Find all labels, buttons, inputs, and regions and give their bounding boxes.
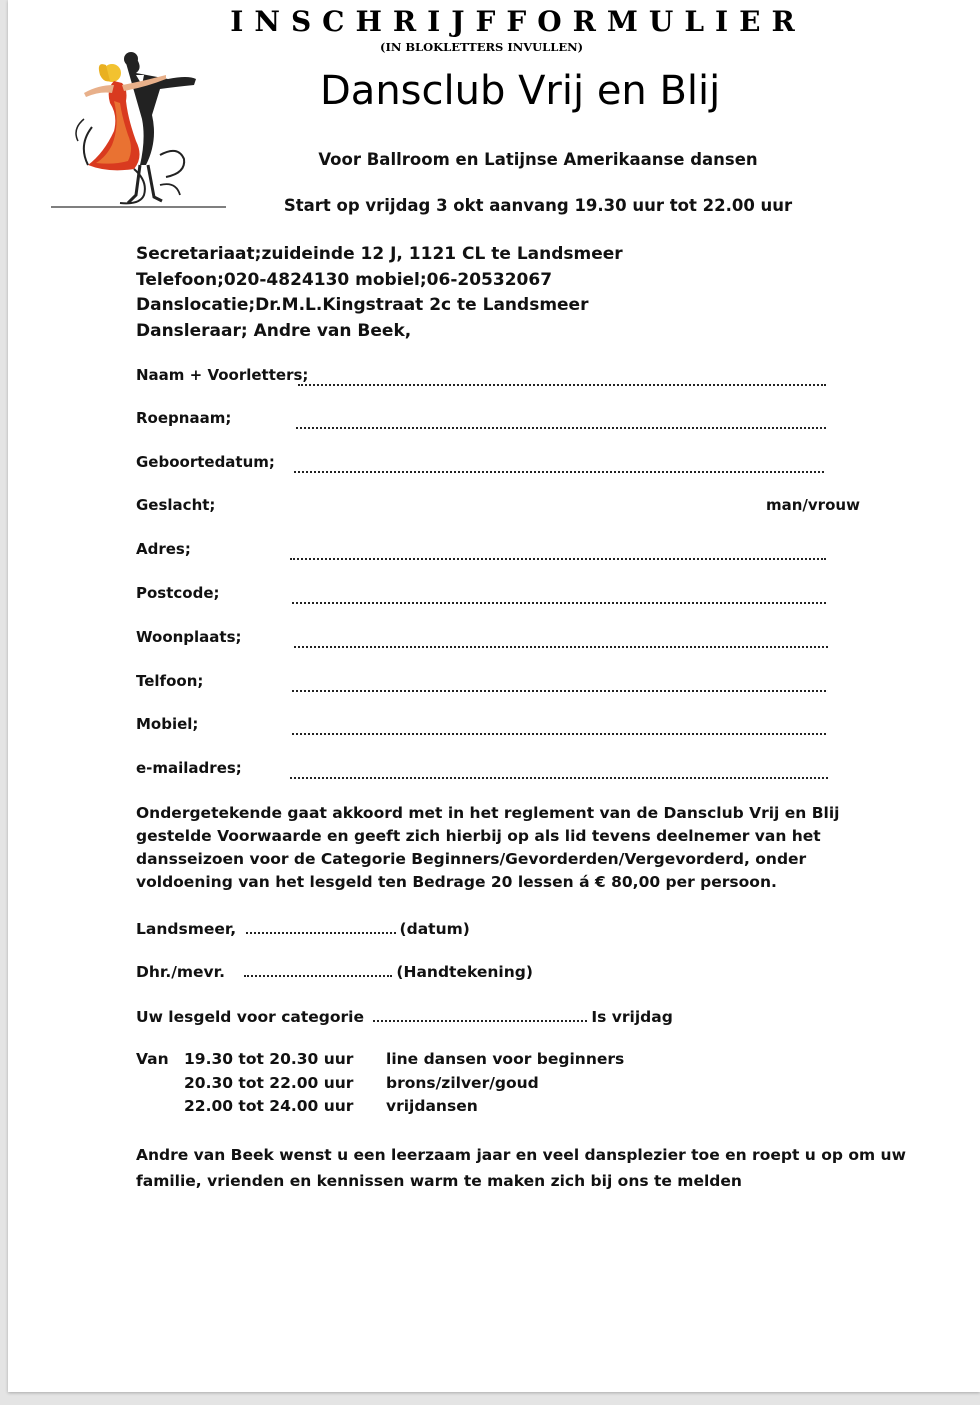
field-label: e-mailadres; — [136, 759, 242, 777]
fill-line[interactable] — [292, 672, 826, 692]
date-hint: (datum) — [399, 920, 470, 938]
person-label: Dhr./mevr. — [136, 963, 225, 981]
fill-line[interactable] — [298, 366, 826, 386]
start-info: Start op vrijdag 3 okt aanvang 19.30 uur tot 22.00 uur — [283, 196, 793, 215]
form-page — [8, 0, 980, 1392]
info-teacher: Dansleraar; Andre van Beek, — [136, 320, 412, 341]
field-geboortedatum[interactable] — [136, 453, 856, 475]
info-phone: Telefoon;020-4824130 mobiel;06-20532067 — [136, 269, 553, 290]
club-tagline: Voor Ballroom en Latijnse Amerikaanse dansen — [318, 150, 758, 169]
field-label: Woonplaats; — [136, 628, 242, 646]
field-label: Naam + Voorletters; — [136, 366, 309, 384]
date-fill-line[interactable] — [246, 919, 396, 934]
contact-info — [136, 242, 623, 344]
field-label: Telfoon; — [136, 672, 204, 690]
field-label: Geboortedatum; — [136, 453, 275, 471]
field-label: Adres; — [136, 540, 191, 558]
fill-line[interactable] — [296, 409, 826, 429]
fill-line[interactable] — [294, 628, 828, 648]
field-naam[interactable] — [136, 366, 856, 388]
info-location: Danslocatie;Dr.M.L.Kingstraat 2c te Landsmeer — [136, 295, 589, 315]
schedule-prefix: Van — [136, 1050, 169, 1068]
fill-line[interactable] — [292, 584, 826, 604]
field-postcode[interactable] — [136, 584, 856, 606]
fill-line[interactable] — [294, 453, 824, 473]
field-label: Postcode; — [136, 584, 220, 602]
signature-fill-line[interactable] — [244, 962, 392, 977]
field-label: Mobiel; — [136, 715, 199, 733]
field-email[interactable] — [136, 759, 856, 781]
category-fill-line[interactable] — [373, 1007, 587, 1022]
fee-line — [136, 1007, 673, 1026]
schedule-time: 20.30 tot 22.00 uur — [184, 1073, 354, 1092]
fill-line[interactable] — [292, 715, 826, 735]
gender-option[interactable]: man/vrouw — [766, 496, 860, 514]
field-roepnaam[interactable] — [136, 409, 856, 431]
club-name: Dansclub Vrij en Blij — [320, 68, 721, 114]
schedule-activity: vrijdansen — [386, 1097, 478, 1115]
agreement-text: Ondergetekende gaat akkoord met in het reglement van de Dansclub Vrij en Blij gestelde Voorwaarde en geeft zich hierbij op als lid tevens deelnemer van het dansseizoen voor de Categorie Beginners/Gevorderden/Vergevorderd, onder voldoening van het lesgeld ten Bedrage 20 lessen á € 80,00 per persoon. — [136, 804, 840, 891]
field-label: Geslacht; — [136, 496, 216, 514]
field-adres[interactable] — [136, 540, 856, 562]
ballroom-dancers-icon — [48, 45, 228, 219]
field-telefoon[interactable] — [136, 672, 856, 694]
sign-hint: (Handtekening) — [396, 963, 533, 981]
field-mobiel[interactable] — [136, 715, 856, 737]
fill-line[interactable] — [290, 540, 826, 560]
signature-date-line — [136, 919, 470, 938]
info-secretariat: Secretariaat;zuideinde 12 J, 1121 CL te Landsmeer — [136, 244, 623, 264]
fee-suffix: Is vrijdag — [591, 1008, 673, 1026]
schedule-time: 19.30 tot 20.30 uur — [184, 1050, 354, 1068]
fill-line[interactable] — [290, 759, 828, 779]
signature-sign-line — [136, 962, 533, 981]
schedule-activity: line dansen voor beginners — [386, 1050, 625, 1068]
schedule-time: 22.00 tot 24.00 uur — [184, 1097, 354, 1115]
field-woonplaats[interactable] — [136, 628, 856, 650]
fee-prefix: Uw lesgeld voor categorie — [136, 1008, 364, 1026]
form-title: INSCHRIJFFORMULIER — [230, 5, 806, 38]
form-subtitle: (IN BLOKLETTERS INVULLEN) — [380, 40, 584, 54]
closing-text: Andre van Beek wenst u een leerzaam jaar en veel dansplezier toe en roept u op om uw familie, vrienden en kennissen warm te maken zich bij ons te melden — [136, 1146, 906, 1190]
schedule-activity: brons/zilver/goud — [386, 1073, 539, 1092]
place-label: Landsmeer, — [136, 920, 237, 938]
field-label: Roepnaam; — [136, 409, 232, 427]
field-geslacht[interactable] — [136, 496, 860, 518]
